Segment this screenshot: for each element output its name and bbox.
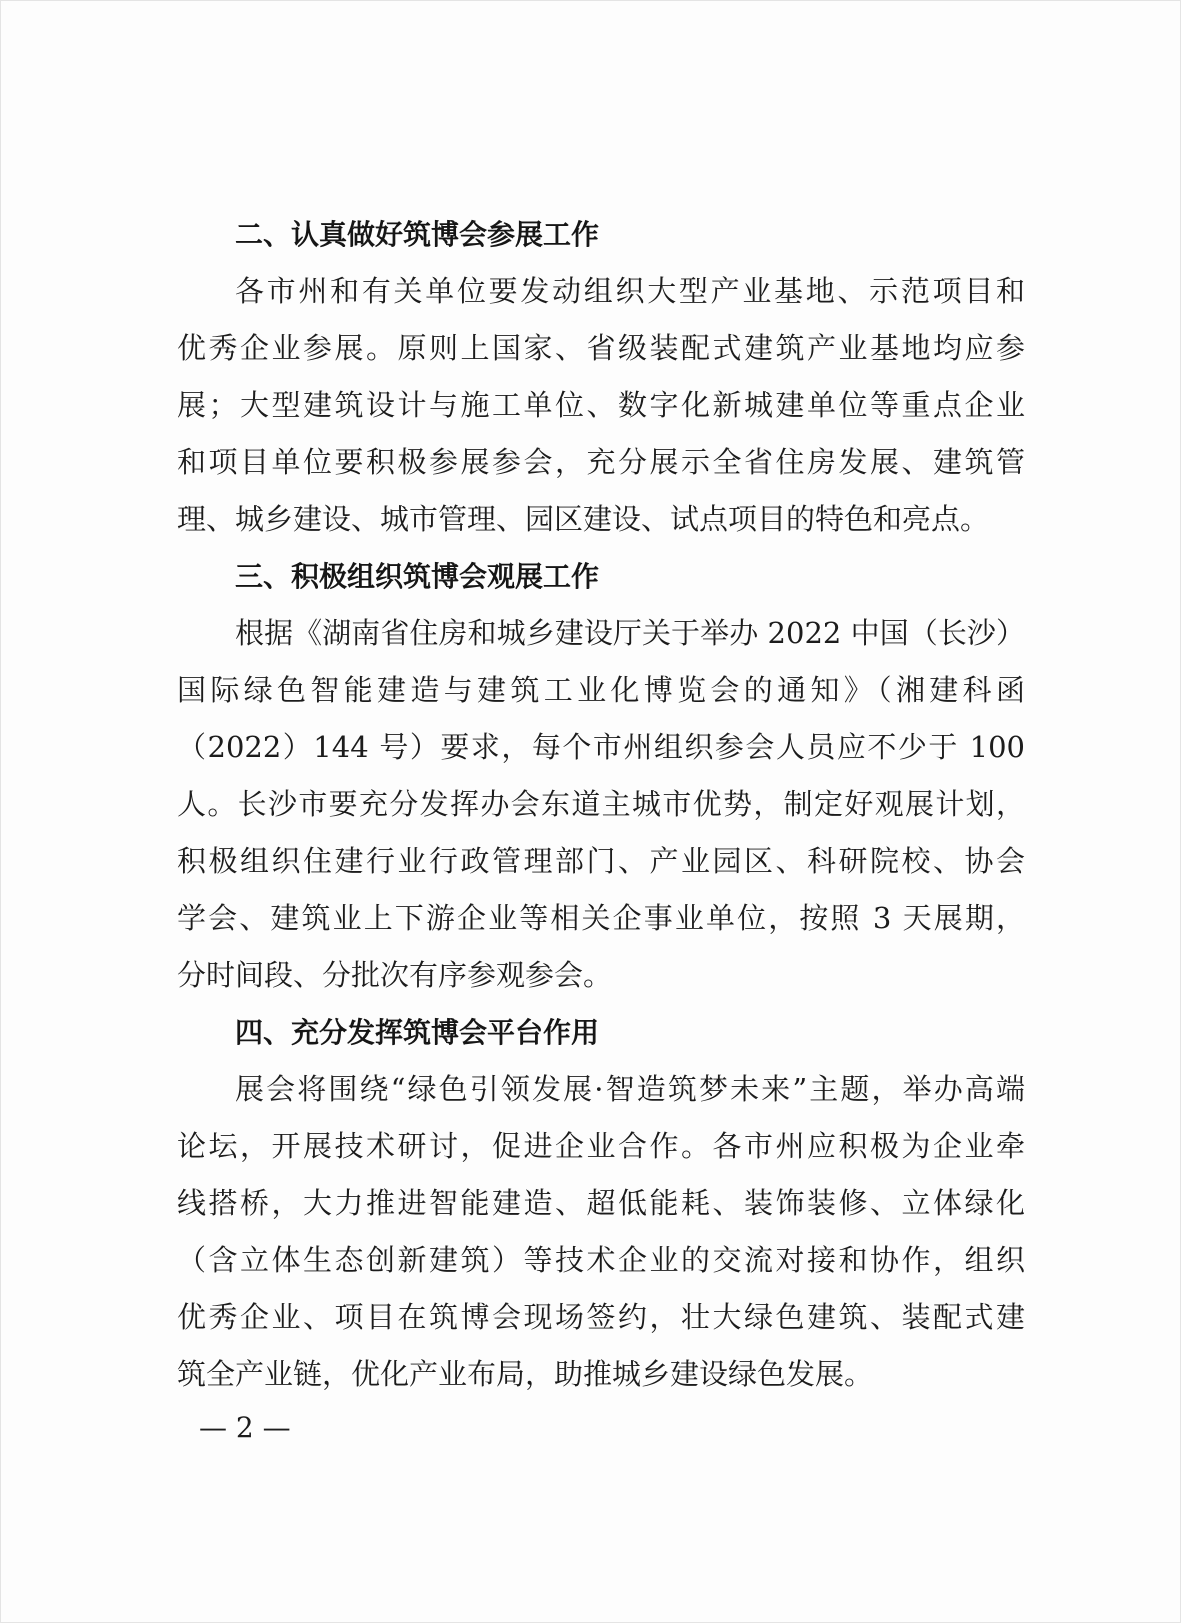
paragraph-line: 理、城乡建设、城市管理、园区建设、试点项目的特色和亮点。 [177, 502, 990, 536]
paragraph-line: 优秀企业参展。原则上国家、省级装配式建筑产业基地均应参 [177, 331, 1025, 365]
paragraph-line: 积极组织住建行业行政管理部门、产业园区、科研院校、协会 [177, 844, 1025, 878]
page-number: — 2 — [199, 1411, 291, 1444]
paragraph-line: 优秀企业、项目在筑博会现场签约，壮大绿色建筑、装配式建 [177, 1300, 1025, 1334]
paragraph-line: （含立体生态创新建筑）等技术企业的交流对接和协作，组织 [177, 1243, 1025, 1277]
paragraph-line: （2022）144 号）要求，每个市州组织参会人员应不少于 100 [177, 730, 1025, 764]
section-paragraph [177, 263, 1025, 548]
section-paragraph [177, 605, 1025, 1004]
paragraph-line: 筑全产业链，优化产业布局，助推城乡建设绿色发展。 [177, 1357, 874, 1391]
paragraph-line: 线搭桥，大力推进智能建造、超低能耗、装饰装修、立体绿化 [177, 1186, 1025, 1220]
paragraph-line: 根据《湖南省住房和城乡建设厅关于举办 2022 中国（长沙） [235, 616, 1025, 650]
section-paragraph [177, 1061, 1025, 1403]
paragraph-line: 展会将围绕“绿色引领发展·智造筑梦未来”主题，举办高端 [235, 1072, 1025, 1106]
section-heading: 四、充分发挥筑博会平台作用 [235, 1016, 600, 1049]
section-platform-role [177, 1004, 1025, 1403]
paragraph-line: 论坛，开展技术研讨，促进企业合作。各市州应积极为企业牵 [177, 1129, 1025, 1163]
section-exhibitor-work [177, 206, 1025, 548]
paragraph-line: 人。长沙市要充分发挥办会东道主城市优势，制定好观展计划， [177, 787, 1025, 821]
paragraph-line: 各市州和有关单位要发动组织大型产业基地、示范项目和 [235, 274, 1025, 308]
paragraph-line: 学会、建筑业上下游企业等相关企事业单位，按照 3 天展期， [177, 901, 1025, 935]
section-visitor-work [177, 548, 1025, 1004]
document-body [177, 206, 1025, 1403]
section-heading: 二、认真做好筑博会参展工作 [235, 218, 600, 251]
paragraph-line: 分时间段、分批次有序参观参会。 [177, 958, 613, 992]
section-heading: 三、积极组织筑博会观展工作 [235, 560, 600, 593]
paragraph-line: 国际绿色智能建造与建筑工业化博览会的通知》（湘建科函 [177, 673, 1025, 707]
paragraph-line: 展；大型建筑设计与施工单位、数字化新城建单位等重点企业 [177, 388, 1025, 422]
paragraph-line: 和项目单位要积极参展参会，充分展示全省住房发展、建筑管 [177, 445, 1025, 479]
